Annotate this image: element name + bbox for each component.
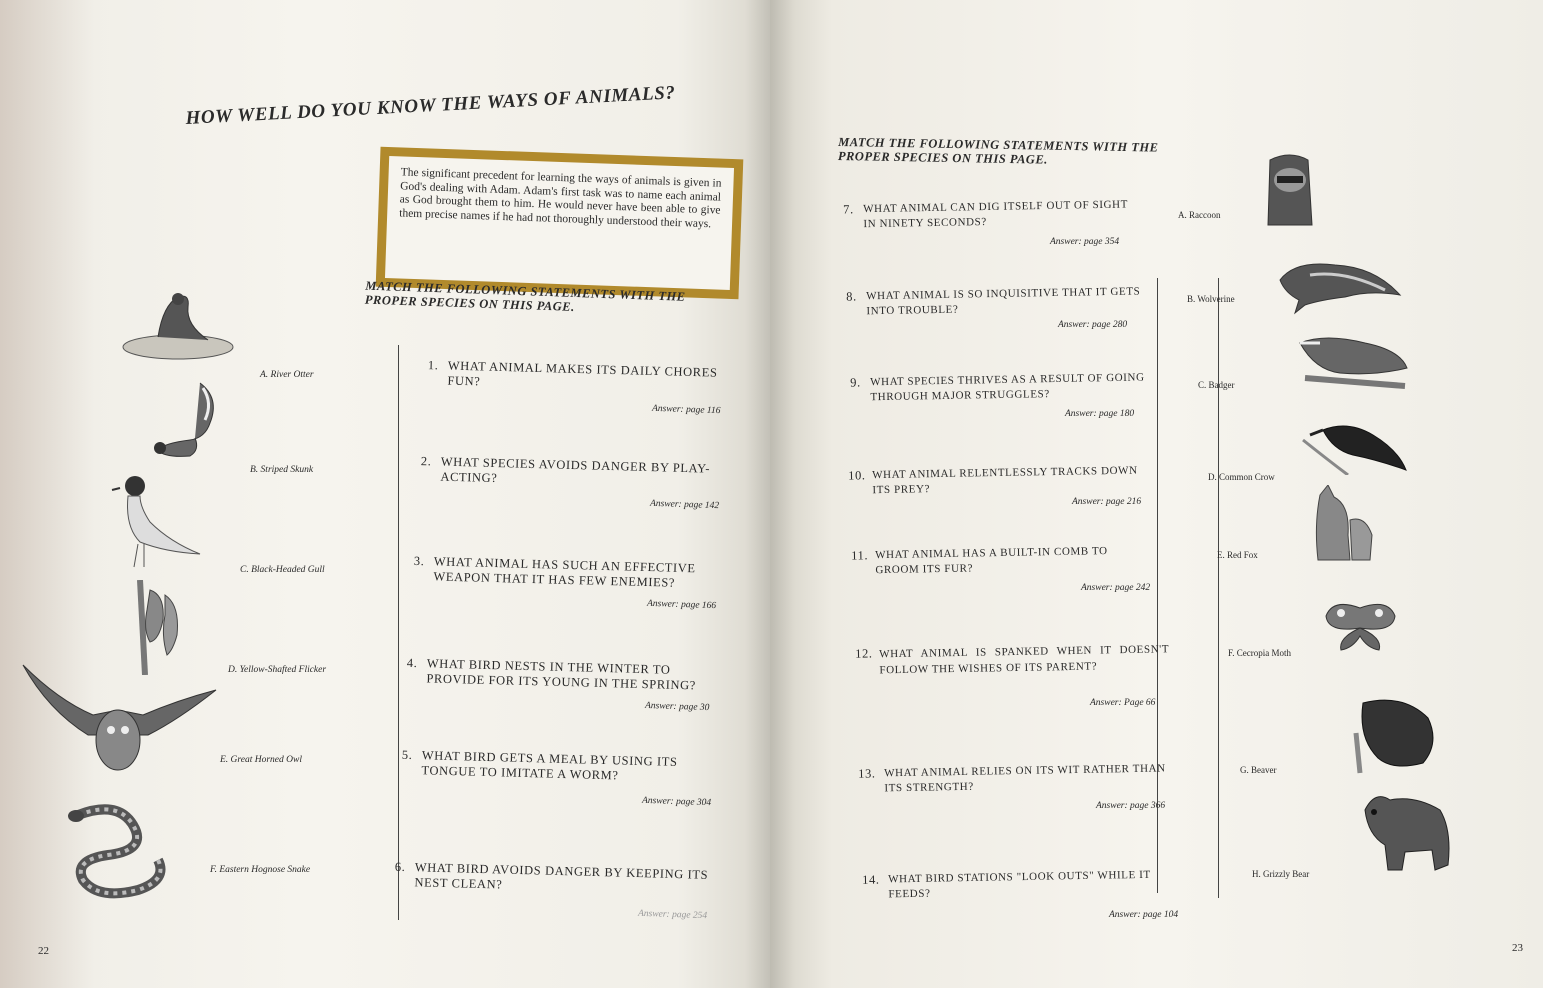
left-page — [0, 0, 770, 988]
answer-ref-11: Answer: page 242 — [1081, 583, 1151, 593]
question-text: WHAT ANIMAL RELENTLESSLY TRACKS DOWN ITS PREY? — [872, 464, 1138, 497]
book-gutter — [745, 0, 795, 988]
question-text: WHAT SPECIES AVOIDS DANGER BY PLAY-ACTING? — [440, 454, 711, 486]
question-text: WHAT ANIMAL RELIES ON ITS WIT RATHER THAN ITS STRENGTH? — [884, 762, 1166, 795]
question-6 — [394, 859, 720, 892]
match-header-left: MATCH THE FOLLOWING STATEMENTS WITH THE PROPER SPECIES ON THIS PAGE. — [364, 278, 686, 314]
answer-ref-12: Answer: Page 66 — [1090, 698, 1156, 708]
answer-ref-7: Answer: page 354 — [1050, 237, 1120, 247]
question-1 — [427, 358, 728, 389]
bear-drawing — [1360, 790, 1455, 875]
match-header-right: MATCH THE FOLLOWING STATEMENTS WITH THE PROPER SPECIES ON THIS PAGE. — [837, 134, 1159, 167]
question-4 — [406, 655, 722, 693]
question-text: WHAT BIRD GETS A MEAL BY USING ITS TONGUE TO IMITATE A WORM? — [421, 748, 678, 783]
right-page — [770, 0, 1543, 988]
wolverine-drawing — [1275, 255, 1410, 315]
question-9 — [850, 370, 1150, 404]
raccoon-drawing — [1260, 150, 1320, 235]
answer-ref-3: Answer: page 166 — [646, 598, 717, 612]
question-number: 14. — [862, 872, 880, 887]
intro-text: The significant precedent for learning the ways of animals is given in God's dealing with Adam. Adam's first task was to name each animal as God brought them to him. He would never have been able to give them precise names if he had not thoroughly understood their ways. — [399, 166, 722, 230]
species-label-h: H. Grizzly Bear — [1252, 869, 1310, 879]
species-label-e: E. Red Fox — [1217, 550, 1258, 560]
question-text: WHAT ANIMAL IS SPANKED WHEN IT DOESN'T FOLLOW THE WISHES OF ITS PARENT? — [879, 643, 1170, 677]
answer-ref-10: Answer: page 216 — [1072, 497, 1142, 507]
question-11 — [851, 543, 1151, 577]
question-8 — [846, 284, 1146, 318]
question-text: WHAT BIRD NESTS IN THE WINTER TO PROVIDE FOR ITS YOUNG IN THE SPRING? — [426, 656, 697, 693]
question-text: WHAT ANIMAL HAS A BUILT-IN COMB TO GROOM ITS FUR? — [875, 545, 1108, 577]
answer-ref-4: Answer: page 30 — [644, 700, 710, 714]
question-5 — [401, 747, 727, 783]
question-number: 4. — [406, 655, 418, 671]
question-13 — [858, 761, 1178, 795]
moth-drawing — [1323, 598, 1398, 653]
question-text: WHAT ANIMAL CAN DIG ITSELF OUT OF SIGHT IN NINETY SECONDS? — [863, 198, 1128, 231]
question-7 — [843, 197, 1133, 231]
answer-ref-14: Answer: page 104 — [1109, 910, 1179, 920]
question-text: WHAT ANIMAL HAS SUCH AN EFFECTIVE WEAPON THAT IT HAS FEW ENEMIES? — [433, 554, 696, 590]
question-number: 3. — [413, 553, 425, 569]
beaver-drawing — [1348, 693, 1443, 778]
species-label-b: B. Wolverine — [1187, 294, 1235, 304]
question-number: 9. — [850, 375, 861, 390]
question-text: WHAT ANIMAL MAKES ITS DAILY CHORES FUN? — [447, 358, 718, 389]
species-label-a: A. River Otter — [260, 370, 314, 380]
badger-drawing — [1295, 328, 1415, 393]
answer-ref-6: Answer: page 254 — [637, 908, 708, 922]
question-number: 2. — [420, 454, 432, 469]
species-label-f: F. Cecropia Moth — [1228, 648, 1292, 658]
species-label-a: A. Raccoon — [1178, 210, 1221, 220]
answer-ref-9: Answer: page 180 — [1065, 409, 1135, 419]
question-text: WHAT ANIMAL IS SO INQUISITIVE THAT IT GETS INTO TROUBLE? — [866, 285, 1141, 318]
striped-skunk-drawing — [145, 378, 225, 468]
fox-drawing — [1310, 485, 1380, 563]
question-number: 13. — [858, 766, 876, 781]
question-text: WHAT BIRD AVOIDS DANGER BY KEEPING ITS NEST CLEAN? — [414, 860, 709, 892]
question-14 — [862, 867, 1190, 901]
divider-line-2 — [1218, 278, 1219, 898]
species-label-e: E. Great Horned Owl — [220, 755, 302, 765]
divider-line — [398, 345, 399, 920]
question-number: 5. — [401, 747, 413, 763]
question-number: 10. — [848, 468, 866, 483]
question-text: WHAT BIRD STATIONS "LOOK OUTS" WHILE IT FEEDS? — [888, 868, 1151, 901]
question-12 — [855, 641, 1173, 677]
answer-ref-1: Answer: page 116 — [651, 403, 721, 417]
species-label-d: D. Common Crow — [1208, 472, 1275, 482]
question-number: 7. — [843, 202, 854, 217]
question-number: 6. — [394, 859, 406, 875]
answer-ref-5: Answer: page 304 — [641, 795, 712, 809]
answer-ref-8: Answer: page 280 — [1058, 320, 1128, 330]
question-10 — [848, 463, 1148, 497]
river-otter-drawing — [118, 285, 238, 365]
owl-drawing — [18, 660, 218, 780]
species-label-f: F. Eastern Hognose Snake — [210, 865, 311, 875]
answer-ref-2: Answer: page 142 — [649, 498, 720, 512]
species-label-c: C. Badger — [1198, 380, 1235, 390]
species-label-g: G. Beaver — [1240, 765, 1277, 775]
gull-drawing — [110, 472, 205, 572]
question-number: 8. — [846, 289, 857, 304]
answer-ref-13: Answer: page 366 — [1096, 801, 1166, 811]
page-title: HOW WELL DO YOU KNOW THE WAYS OF ANIMALS? — [185, 82, 677, 129]
species-label-c: C. Black-Headed Gull — [240, 565, 325, 575]
page-number-right: 23 — [1512, 942, 1523, 954]
crow-drawing — [1298, 415, 1410, 475]
snake-drawing — [58, 800, 178, 910]
intro-box — [376, 147, 744, 300]
question-number: 11. — [851, 548, 869, 563]
question-number: 12. — [855, 646, 873, 661]
question-3 — [413, 553, 726, 590]
question-2 — [420, 454, 721, 486]
page-number-left: 22 — [38, 945, 49, 957]
species-label-b: B. Striped Skunk — [250, 465, 314, 475]
question-text: WHAT SPECIES THRIVES AS A RESULT OF GOING THROUGH MAJOR STRUGGLES? — [870, 371, 1145, 404]
question-number: 1. — [427, 358, 439, 373]
species-label-d: D. Yellow-Shafted Flicker — [228, 665, 327, 675]
